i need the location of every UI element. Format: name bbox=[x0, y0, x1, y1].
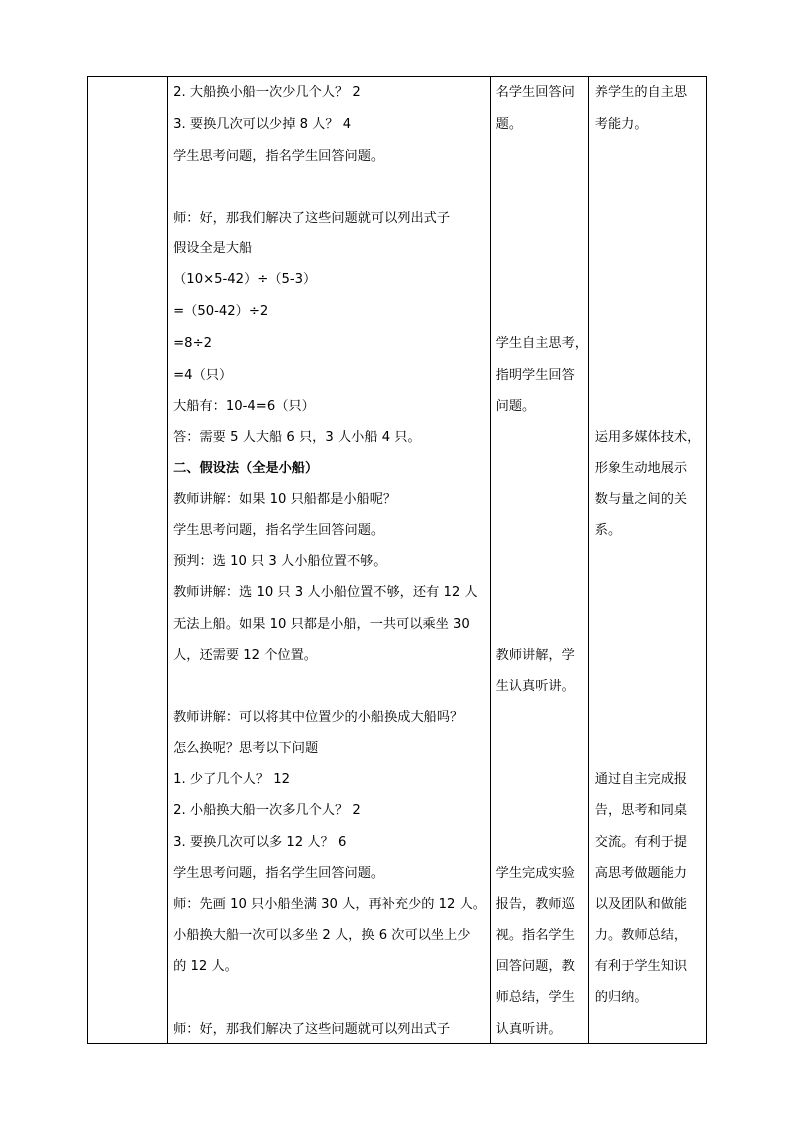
formula-line: =4（只） bbox=[173, 368, 233, 383]
process-line: 师：好，那我们解决了这些问题就可以列出式子 bbox=[173, 211, 451, 226]
section-heading: 二、假设法（全是小船） bbox=[173, 461, 319, 476]
process-line: 无法上船。如果 10 只都是小船，一共可以乘坐 30 bbox=[173, 617, 470, 632]
process-line: 教师讲解：如果 10 只船都是小船呢？ bbox=[173, 492, 397, 507]
intent-line: 力。教师总结， bbox=[594, 928, 688, 943]
process-line: 3. 要换几次可以多 12 人？ 6 bbox=[173, 835, 347, 850]
activity-line: 生认真听讲。 bbox=[495, 679, 575, 694]
activity-line: 学生自主思考， bbox=[495, 336, 588, 351]
intent-line: 交流。有利于提 bbox=[594, 835, 688, 850]
process-line: 的 12 人。 bbox=[173, 959, 238, 974]
answer-line: 答：需要 5 人大船 6 只，3 人小船 4 只。 bbox=[173, 430, 421, 445]
activity-line: 报告，教师巡 bbox=[495, 897, 575, 912]
activity-line: 学生完成实验 bbox=[495, 866, 575, 881]
process-line: 假设全是大船 bbox=[173, 241, 253, 256]
formula-line: 大船有：10-4=6（只） bbox=[173, 399, 315, 414]
intent-line: 数与量之间的关 bbox=[594, 492, 688, 507]
activity-line: 回答问题，教 bbox=[495, 959, 575, 974]
intent-line: 运用多媒体技术， bbox=[594, 430, 701, 445]
activity-line: 认真听讲。 bbox=[495, 1022, 562, 1037]
formula-line: =（50-42）÷2 bbox=[173, 304, 269, 319]
intent-line: 通过自主完成报 bbox=[594, 772, 688, 787]
process-line: 预判：选 10 只 3 人小船位置不够。 bbox=[173, 554, 387, 569]
process-line: 学生思考问题，指名学生回答问题。 bbox=[173, 523, 385, 538]
activity-line: 指明学生回答 bbox=[495, 368, 575, 383]
student-activity-cell bbox=[490, 77, 588, 1044]
process-line: 学生思考问题，指名学生回答问题。 bbox=[173, 149, 385, 164]
activity-line: 名学生回答问 bbox=[495, 85, 575, 100]
process-line: 师：先画 10 只小船坐满 30 人，再补充少的 12 人。 bbox=[173, 897, 486, 912]
table-row bbox=[88, 77, 707, 1044]
formula-line: =8÷2 bbox=[173, 336, 213, 351]
activity-line: 师总结，学生 bbox=[495, 990, 575, 1005]
intent-line: 的归纳。 bbox=[594, 990, 648, 1005]
activity-line: 问题。 bbox=[495, 399, 536, 414]
design-intent-cell bbox=[588, 77, 706, 1044]
intent-line: 高思考做题能力 bbox=[594, 866, 688, 881]
process-line: 人，还需要 12 个位置。 bbox=[173, 648, 317, 663]
activity-line: 题。 bbox=[495, 117, 523, 132]
intent-line: 考能力。 bbox=[594, 117, 648, 132]
formula-line: （10×5-42）÷（5-3） bbox=[173, 272, 317, 287]
process-line: 教师讲解：选 10 只 3 人小船位置不够，还有 12 人 bbox=[173, 585, 478, 600]
activity-line: 教师讲解，学 bbox=[495, 648, 575, 663]
intent-line: 告，思考和同桌 bbox=[594, 803, 688, 818]
stage-column-cell bbox=[88, 77, 168, 1044]
process-line: 小船换大船一次可以多坐 2 人，换 6 次可以坐上少 bbox=[173, 928, 471, 943]
process-line: 1. 少了几个人？ 12 bbox=[173, 772, 290, 787]
intent-line: 有利于学生知识 bbox=[594, 959, 688, 974]
process-line: 教师讲解：可以将其中位置少的小船换成大船吗？ bbox=[173, 710, 464, 725]
intent-line: 养学生的自主思 bbox=[594, 85, 688, 100]
process-line: 学生思考问题，指名学生回答问题。 bbox=[173, 866, 385, 881]
process-line: 师：好，那我们解决了这些问题就可以列出式子 bbox=[173, 1022, 451, 1037]
process-line: 怎么换呢？思考以下问题 bbox=[173, 741, 319, 756]
intent-line: 以及团队和做能 bbox=[594, 897, 688, 912]
lesson-plan-table bbox=[87, 76, 707, 1044]
intent-line: 形象生动地展示 bbox=[594, 461, 688, 476]
process-line: 3. 要换几次可以少掉 8 人？ 4 bbox=[173, 117, 352, 132]
process-line: 2. 大船换小船一次少几个人？ 2 bbox=[173, 85, 361, 100]
activity-line: 视。指名学生 bbox=[495, 928, 575, 943]
intent-line: 系。 bbox=[594, 523, 622, 538]
teaching-process-cell bbox=[168, 77, 491, 1044]
process-line: 2. 小船换大船一次多几个人？ 2 bbox=[173, 803, 361, 818]
